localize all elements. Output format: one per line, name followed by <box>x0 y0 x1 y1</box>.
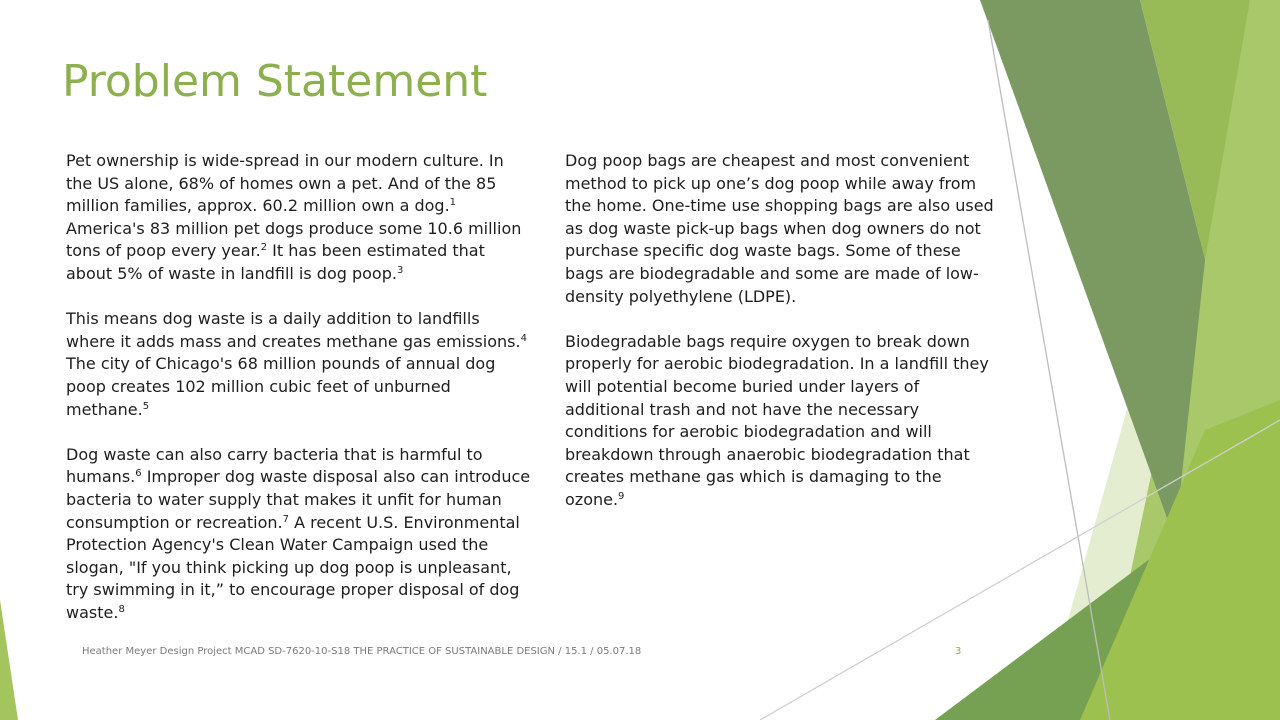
text-segment: America's 83 million pet dogs produce some 10.6 million tons of poop every year. <box>66 218 522 261</box>
left-paragraph-1 <box>66 150 531 286</box>
text-segment: It has been estimated that about 5% of waste in landfill is dog poop. <box>66 241 485 283</box>
text-segment: Dog waste can also carry bacteria that is harmful to humans. <box>66 444 483 487</box>
text-segment: Improper dog waste disposal also can introduce bacteria to water supply that makes it unfit for human consumption or recreation. <box>66 467 531 532</box>
footnote-ref: 5 <box>142 400 150 412</box>
footnote-ref: 7 <box>282 513 289 525</box>
page-title: Problem Statement <box>62 56 488 107</box>
footnote-ref: 3 <box>396 264 404 276</box>
footnote-ref: 2 <box>260 242 268 254</box>
text-segment: The city of Chicago's 68 million pounds of annual dog poop creates 102 million cubic feet of unburned methane. <box>66 354 496 419</box>
text-segment: A recent U.S. Environmental Protection Agency's Clean Water Campaign used the slogan, "If you think picking up dog poop is unpleasant, try swimming in it,” to encourage proper disposal of dog waste. <box>66 512 520 622</box>
left-paragraph-3 <box>66 444 531 625</box>
right-paragraph-2 <box>565 331 997 512</box>
text-segment: Biodegradable bags require oxygen to break down properly for aerobic biodegradation. In a landfill they will potential become buried under layers of additional trash and not have the necessary conditions for aerobic biodegradation and will breakdown through anaerobic biodegradation that creates methane gas which is damaging to the ozone. <box>565 331 989 509</box>
footnote-ref: 9 <box>618 490 625 502</box>
page-number: 3 <box>955 646 962 657</box>
footnote-ref: 6 <box>135 468 142 480</box>
left-paragraph-2 <box>66 308 531 421</box>
text-segment: Dog poop bags are cheapest and most convenient method to pick up one’s dog poop while away from the home. One-time use shopping bags are also used as dog waste pick-up bags when dog owners do not purchase specific dog waste bags. Some of these bags are biodegradable and some are made of low-density polyethylene (LDPE). <box>565 151 994 306</box>
right-paragraph-1 <box>565 150 997 308</box>
slide-footer: Heather Meyer Design Project MCAD SD-7620-10-S18 THE PRACTICE OF SUSTAINABLE DESIGN / 15.1 / 05.07.18 <box>82 646 642 657</box>
right-text-column <box>565 150 997 534</box>
footnote-ref: 1 <box>449 197 457 209</box>
left-accent-shape <box>0 600 18 720</box>
text-segment: Pet ownership is wide-spread in our modern culture. In the US alone, 68% of homes own a pet. And of the 85 million families, approx. 60.2 million own a dog. <box>66 151 504 216</box>
text-segment: This means dog waste is a daily addition to landfills where it adds mass and creates methane gas emissions. <box>66 309 521 351</box>
footnote-ref: 8 <box>118 603 125 615</box>
left-text-column <box>66 150 531 647</box>
footnote-ref: 4 <box>520 332 527 344</box>
